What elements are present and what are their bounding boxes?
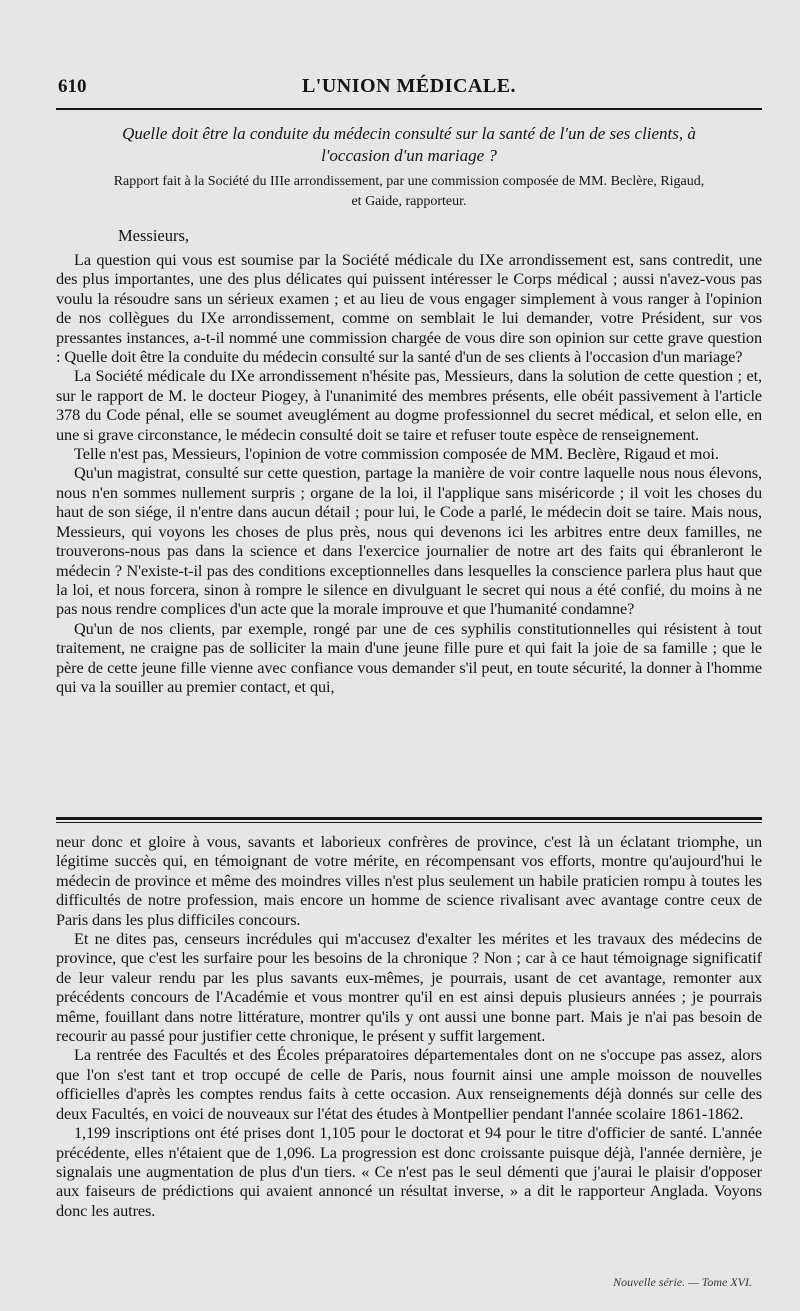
salutation: Messieurs, <box>118 226 190 245</box>
article-title-line-2: l'occasion d'un mariage ? <box>321 146 497 165</box>
report-attribution-line-1: Rapport fait à la Société du IIIe arrondissement, par une commission composée de MM. Beclère, Rigaud, <box>113 174 705 189</box>
running-head: L'UNION MÉDICALE. <box>301 75 517 97</box>
section-divider <box>56 817 762 823</box>
paragraph: Qu'un de nos clients, par exemple, rongé par une de ces syphilis constitutionnelles qui résistent à tout traitement, ne craigne pas de solliciter la main d'une jeune fille pure et qui fait la joie de sa famille ; que le père de cette jeune fille vienne avec confiance vous demander s'il peut, en toute sécurité, la donner à l'homme qui va la souiller au premier contact, et qui, <box>56 618 762 696</box>
page-header <box>56 72 762 110</box>
page-footer: Nouvelle série. — Tome XVI. <box>613 1275 752 1289</box>
article-body <box>56 250 762 696</box>
page-number: 610 <box>58 76 87 97</box>
feuilleton-body <box>56 832 762 1220</box>
article-title <box>56 123 762 167</box>
paragraph: 1,199 inscriptions ont été prises dont 1,105 pour le doctorat et 94 pour le titre d'officier de santé. L'année précédente, elles n'étaient que de 1,096. La progression est donc croissante puisque déjà, l'année dernière, je signalais une augmentation de plus d'un tiers. « Ce n'est pas le seul démenti que j'aurai le plaisir d'opposer aux faiseurs de prédictions qui avaient annoncé un résultat inverse, » a dit le rapporteur Anglada. Voyons donc les autres. <box>56 1123 762 1220</box>
paragraph: Qu'un magistrat, consulté sur cette question, partage la manière de voir contre laquelle nous nous élevons, nous n'en sommes nullement surpris ; organe de la loi, il l'applique sans miséricorde ; il voit les choses du haut de son siége, il n'entre dans aucun détail ; pour lui, le Code a parlé, le médecin doit se taire. Mais nous, Messieurs, qui voyons les choses de plus près, nous qui devenons ici les arbitres entre deux familles, ne trouverons-nous pas dans la science et dans l'exercice journalier de notre art des faits qui ébranleront le médecin ? N'existe-t-il pas des conditions exceptionnelles dans lesquelles la conscience parlera plus haut que la loi, et nous forcera, sinon à rompre le silence en divulguant le secret qui nous a été confié, du moins à ne pas nous rendre complices d'un acte que la morale improuve et que l'humanité condamne? <box>56 463 762 619</box>
paragraph: Telle n'est pas, Messieurs, l'opinion de votre commission composée de MM. Beclère, Rigaud et moi. <box>74 444 719 464</box>
report-attribution-line-2: et Gaide, rapporteur. <box>351 194 467 209</box>
paragraph: La rentrée des Facultés et des Écoles préparatoires départementales dont on ne s'occupe pas assez, alors que l'on s'est tant et trop occupé de celle de Paris, nous fournit ainsi une ample moisson de nouvelles officielles d'après les comptes rendus faits à cette occasion. Aux renseignements déjà donnés sur celle des deux Facultés, en voici de nouveaux sur l'état des études à Montpellier pendant l'année scolaire 1861-1862. <box>56 1045 762 1123</box>
paragraph: La Société médicale du IXe arrondissement n'hésite pas, Messieurs, dans la solution de cette question ; et, sur le rapport de M. le docteur Piogey, à l'unanimité des membres présents, elle obéit passivement à l'article 378 du Code pénal, elle se soumet aveuglément au dogme professionnel du secret médical, et selon elle, en une si grave circonstance, le médecin consulté doit se taire et refuser toute espèce de renseignement. <box>56 366 762 444</box>
report-attribution <box>56 172 762 212</box>
paragraph: Et ne dites pas, censeurs incrédules qui m'accusez d'exalter les mérites et les travaux des médecins de province, que c'est les surfaire pour les besoins de la chronique ? Non ; car à ce haut témoignage significatif de leur valeur rendu par les plus savants eux-mêmes, je pourrais, usant de cet avantage, remonter aux précédents concours de l'Académie et vous montrer qu'il en est ainsi depuis plusieurs années ; je pourrais même, fouillant dans notre littérature, montrer qu'ils y ont aussi une bonne part. Mais je n'ai pas besoin de recourir au passé pour justifier cette chronique, le présent y suffit largement. <box>56 929 762 1046</box>
paragraph: La question qui vous est soumise par la Société médicale du IXe arrondissement est, sans contredit, une des plus importantes, une des plus délicates qui puissent intéresser le Corps médical ; aussi n'avez-vous pas voulu la résoudre sans un sérieux examen ; et au lieu de vous engager simplement à vous ranger à l'opinion de nos collègues du IXe arrondissement, comme on semblait le lui demander, votre Président, sur vos pressantes instances, a-t-il nommé une commission chargée de vous dire son opinion sur cette grave question : Quelle doit être la conduite du médecin consulté sur la santé d'un de ses clients à l'occasion d'un mariage? <box>56 250 762 367</box>
paragraph: neur donc et gloire à vous, savants et laborieux confrères de province, c'est là un éclatant triomphe, un légitime succès qui, en témoignant de votre mérite, en récompensant vos efforts, montre qu'aujourd'hui le médecin de province et même des moindres villes n'est plus seulement un habile praticien rompu à toutes les difficultés de notre profession, mais encore un homme de science rivalisant avec avantage contre ceux de Paris dans les plus difficiles concours. <box>56 832 762 929</box>
article-title-line-1: Quelle doit être la conduite du médecin consulté sur la santé de l'un de ses clients, à <box>122 124 696 143</box>
